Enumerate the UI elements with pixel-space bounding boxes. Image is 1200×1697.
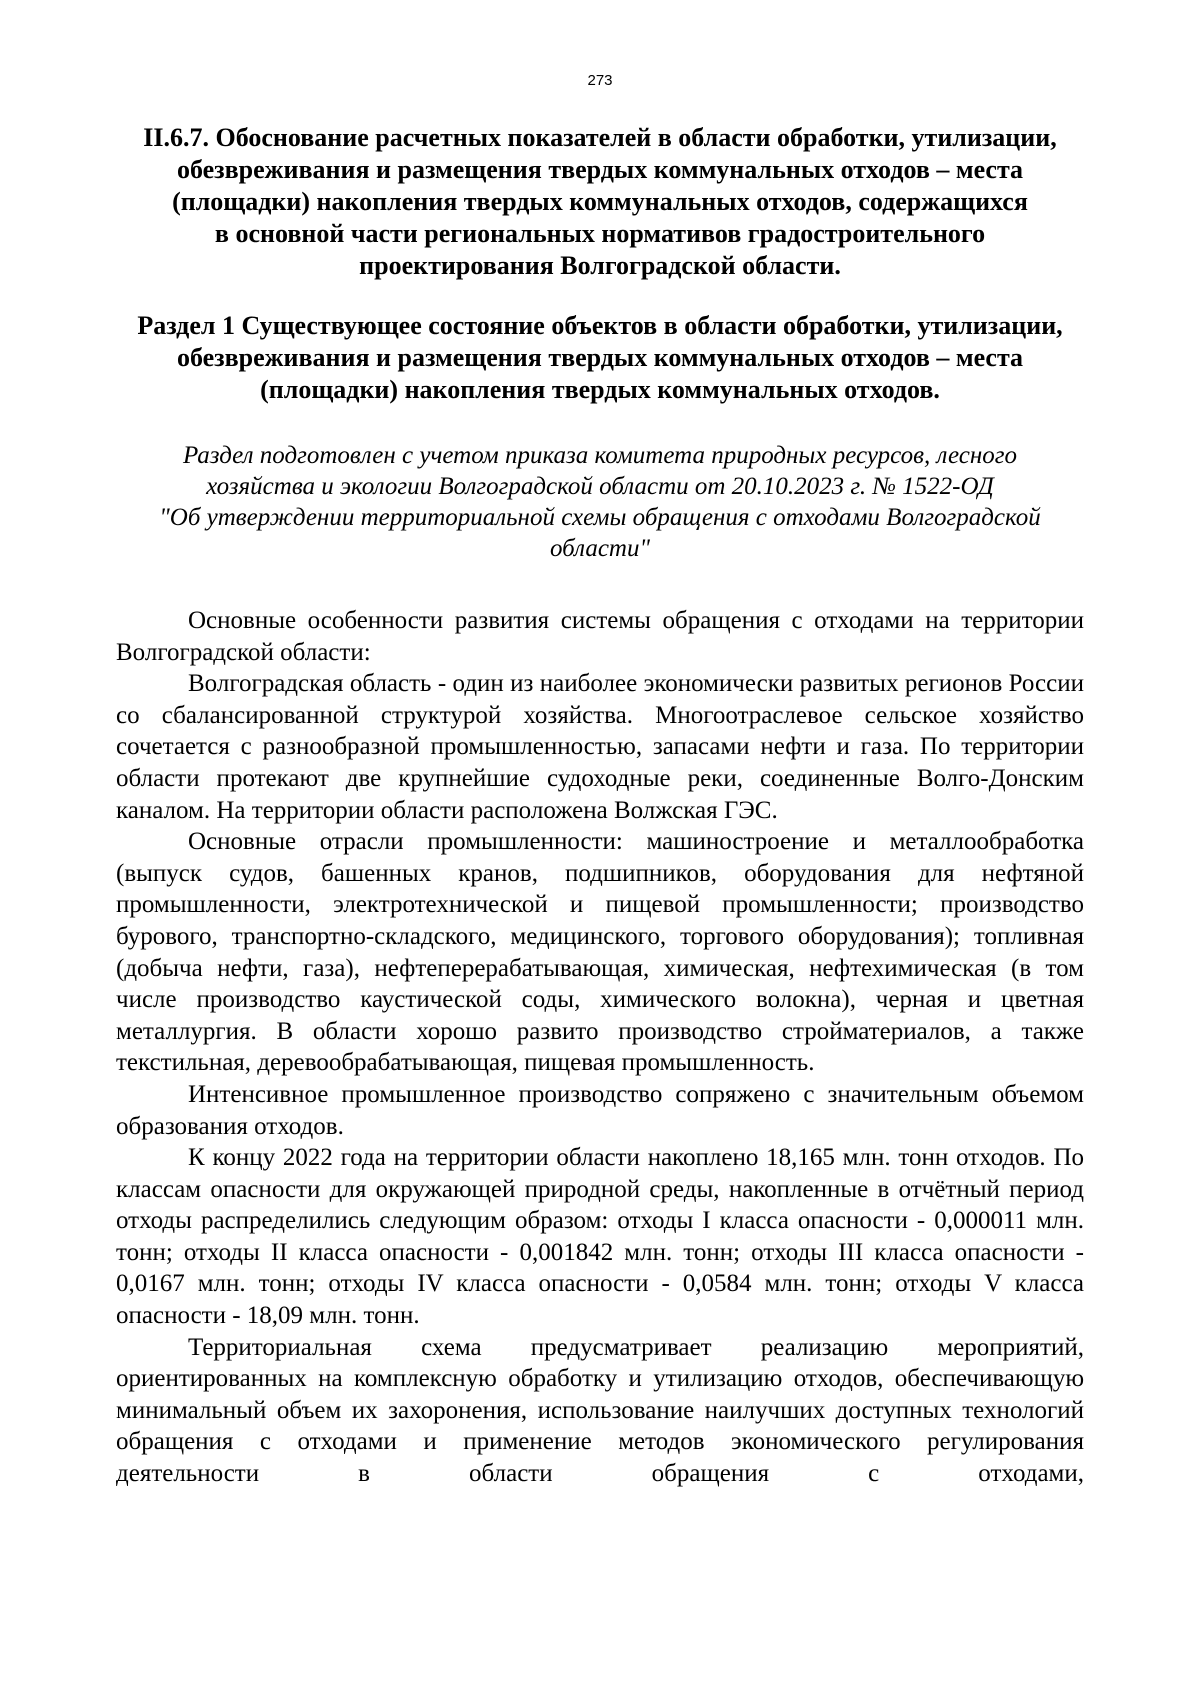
- paragraph-intro: Основные особенности развития системы обращения с отходами на территории Волгоградской области:: [116, 607, 1084, 666]
- source-note-line: Раздел подготовлен с учетом приказа комитета природных ресурсов, лесного: [182, 442, 1018, 469]
- source-note-line: "Об утверждении территориальной схемы обращения с отходами Волгоградской: [159, 504, 1041, 531]
- section-heading-line: (площадки) накопления твердых коммунальных отходов.: [260, 375, 940, 404]
- section-heading: [118, 310, 1082, 406]
- main-heading-line: обезвреживания и размещения твердых коммунальных отходов – места: [176, 155, 1024, 184]
- paragraph-industries: Основные отрасли промышленности: машиностроение и металлообработка (выпуск судов, башенных кранов, подшипников, оборудования для нефтяной промышленности, электротехнической и пищевой промышленности; производство бурового, транспортно-складского, медицинского, торгового оборудования); топливная (добыча нефти, газа), нефтеперерабатывающая, химическая, нефтехимическая (в том числе производство каустической соды, химического волокна), черная и цветная металлургия. В области хорошо развито производство стройматериалов, а также текстильная, деревообрабатывающая, пищевая промышленность.: [116, 828, 1084, 1077]
- main-heading-line: II.6.7. Обоснование расчетных показателей в области обработки, утилизации,: [143, 123, 1057, 152]
- body-text: [116, 605, 1084, 1490]
- source-note: [118, 440, 1082, 564]
- section-heading-line: Раздел 1 Существующее состояние объектов в области обработки, утилизации,: [137, 311, 1063, 340]
- paragraph-waste-volume: Интенсивное промышленное производство сопряжено с значительным объемом образования отходов.: [116, 1080, 1084, 1140]
- main-heading: [118, 122, 1082, 282]
- source-note-line: хозяйства и экологии Волгоградской области от 20.10.2023 г. № 1522-ОД: [206, 473, 994, 500]
- page-number: 273: [587, 72, 613, 89]
- main-heading-line: (площадки) накопления твердых коммунальных отходов, содержащихся: [172, 187, 1028, 216]
- main-heading-line: в основной части региональных нормативов градостроительного: [214, 219, 986, 248]
- paragraph-waste-classes: К концу 2022 года на территории области накоплено 18,165 млн. тонн отходов. По классам опасности для окружающей природной среды, накопленные в отчётный период отходы распределились следующим образом: отходы I класса опасности - 0,000011 млн. тонн; отходы II класса опасности - 0,001842 млн. тонн; отходы III класса опасности - 0,0167 млн. тонн; отходы IV класса опасности - 0,0584 млн. тонн; отходы V класса опасности - 18,09 млн. тонн.: [116, 1144, 1084, 1330]
- source-note-line: области": [550, 535, 650, 562]
- section-heading-line: обезвреживания и размещения твердых коммунальных отходов – места: [176, 343, 1024, 372]
- main-heading-line: проектирования Волгоградской области.: [359, 251, 841, 280]
- paragraph-region-overview: Волгоградская область - один из наиболее экономически развитых регионов России со сбалансированной структурой хозяйства. Многоотраслевое сельское хозяйство сочетается с разнообразной промышленностью, запасами нефти и газа. По территории области протекают две крупнейшие судоходные реки, соединенные Волго-Донским каналом. На территории области расположена Волжская ГЭС.: [116, 670, 1084, 824]
- paragraph-territorial-scheme: Территориальная схема предусматривает реализацию мероприятий, ориентированных на комплексную обработку и утилизацию отходов, обеспечивающую минимальный объем их захоронения, использование наилучших доступных технологий обращения с отходами и применение методов экономического регулирования деятельности в области обращения с отходами,: [116, 1333, 1084, 1488]
